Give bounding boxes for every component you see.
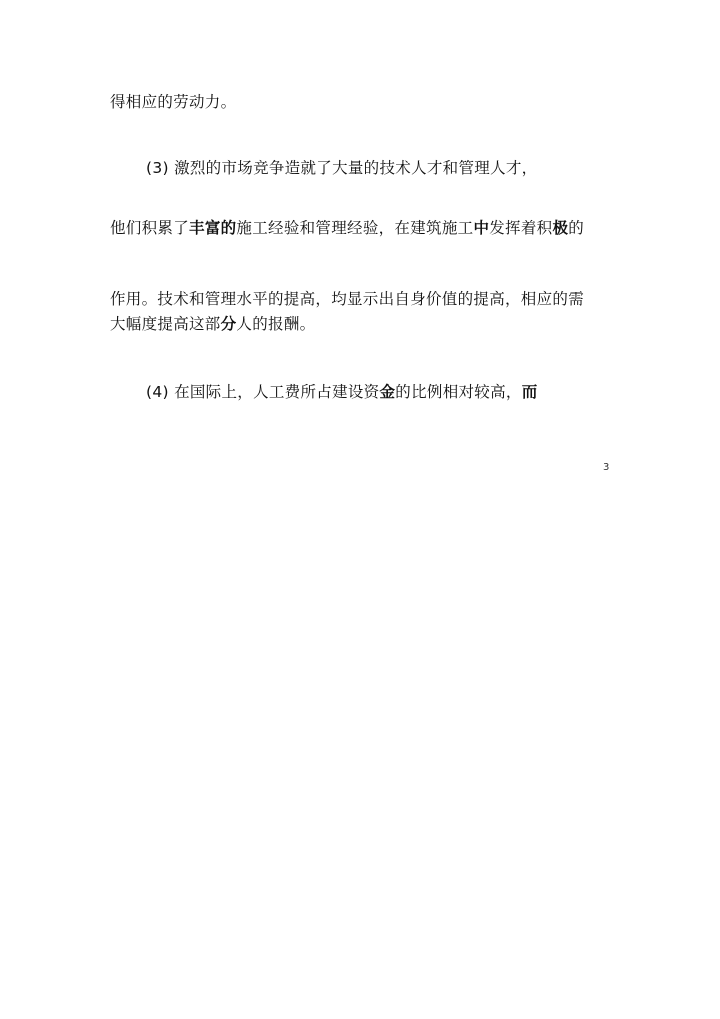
page-number: 3 (603, 462, 610, 473)
paragraph-line-3 (110, 218, 584, 238)
line-5-bold-1: 分 (220, 315, 237, 333)
line-6-bold-2: 而 (521, 383, 538, 401)
line-6-bold-1: 金 (379, 383, 396, 401)
line-3-bold-2: 中 (473, 219, 490, 237)
line-6-part-2: 的比例相对较高， (395, 383, 522, 401)
paragraph-line-5 (110, 314, 315, 334)
line-5-part-1: 大幅度提高这部 (110, 315, 221, 333)
paragraph-line-6 (146, 382, 538, 402)
paragraph-line-2 (146, 158, 537, 178)
line-6-part-1: (4) 在国际上，人工费所占建设资 (146, 383, 380, 401)
line-3-part-3: 发挥着积 (489, 219, 553, 237)
line-4-text: 作用。技术和管理水平的提高，均显示出自身价值的提高，相应的需 (110, 290, 585, 308)
line-3-part-1: 他们积累了 (110, 219, 190, 237)
line-3-bold-3: 极 (552, 219, 569, 237)
line-3-part-2: 施工经验和管理经验，在建筑施工 (236, 219, 474, 237)
line-5-part-2: 人的报酬。 (236, 315, 316, 333)
line-3-part-4: 的 (568, 219, 585, 237)
paragraph-line-4 (110, 289, 584, 309)
paragraph-line-1 (110, 92, 236, 112)
line-1-text: 得相应的劳动力。 (110, 93, 237, 111)
line-3-bold-1: 丰富的 (189, 219, 237, 237)
line-2-text: (3) 激烈的市场竞争造就了大量的技术人才和管理人才， (146, 159, 538, 177)
